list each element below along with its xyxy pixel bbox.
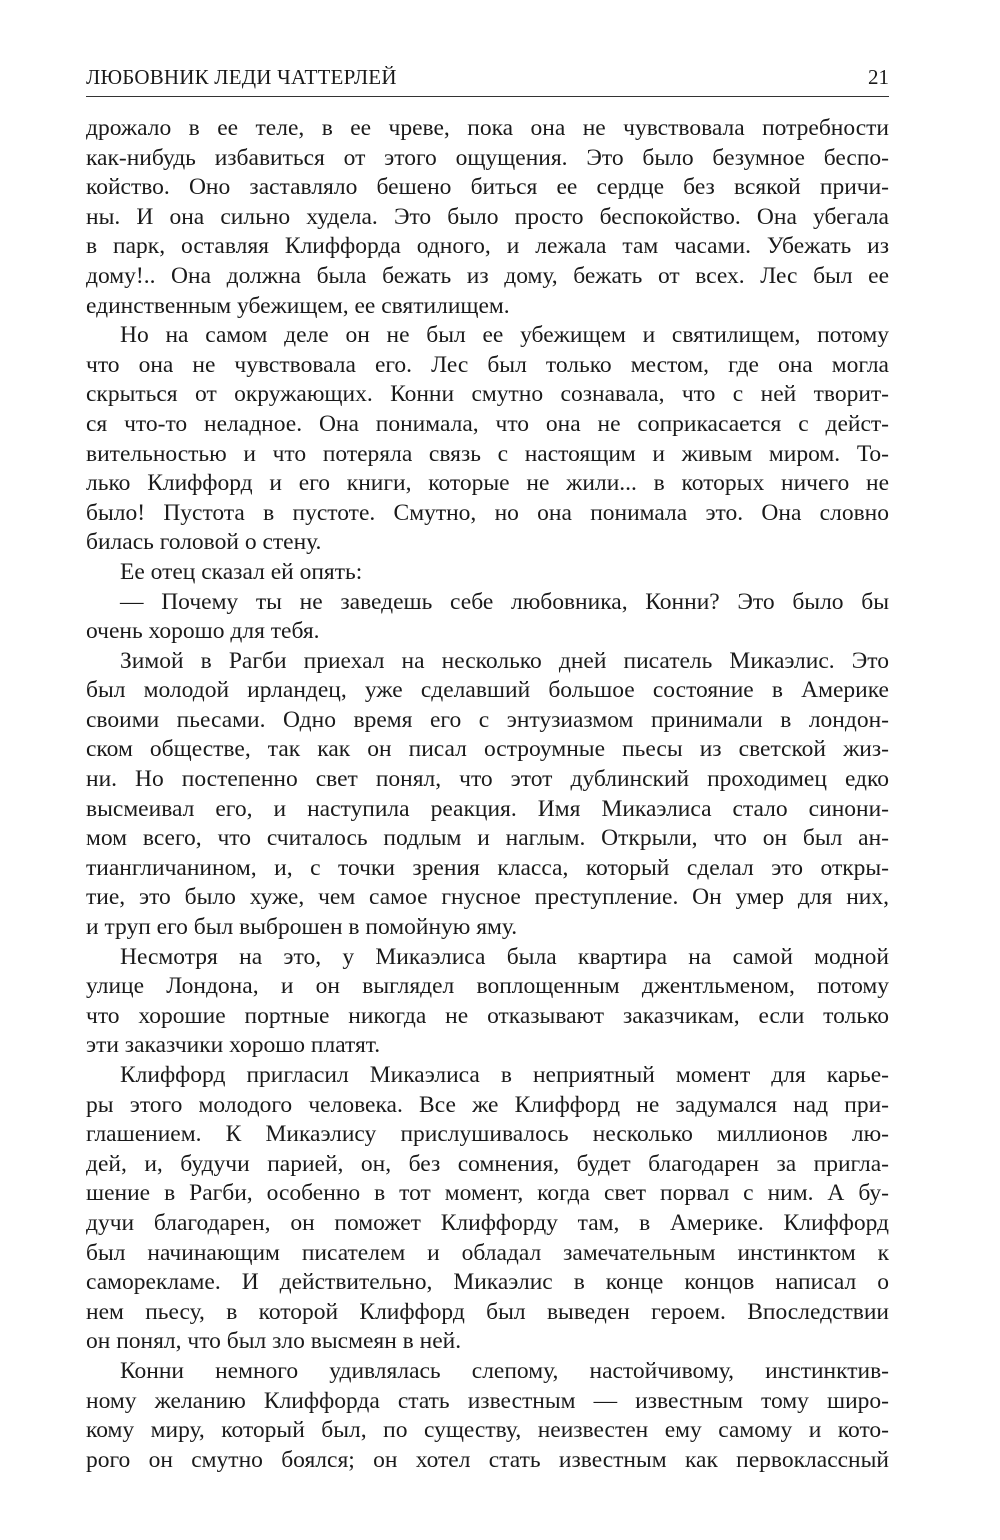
text-line: очень хорошо для тебя. — [86, 618, 320, 645]
text-line: Клиффорд пригласил Микаэлиса в неприятный момент для карье- — [120, 1062, 889, 1088]
text-line: рого он смутно боялся; он хотел стать известным как первоклассный — [86, 1446, 889, 1473]
text-line: нем пьесу, в которой Клиффорд был выведен героем. Впоследствии — [86, 1298, 889, 1325]
text-line: саморекламе. И действительно, Микаэлис в конце концов написал о — [86, 1269, 889, 1296]
paragraph — [86, 1061, 889, 1357]
text-line: скрыться от окружающих. Конни смутно сознавала, что с ней творит- — [86, 381, 889, 408]
text-line: ся что-то неладное. Она понимала, что она не соприкасается с дейст- — [86, 410, 889, 437]
paragraph — [86, 114, 889, 321]
text-line: ны. И она сильно худела. Это было просто беспокойство. Она убегала — [86, 203, 889, 230]
paragraph — [86, 943, 889, 1061]
text-line: мом всего, что считалось подлым и наглым. Открыли, что он был ан- — [86, 825, 889, 852]
text-line: шение в Рагби, особенно в тот момент, когда свет порвал с ним. А бу- — [86, 1180, 889, 1207]
text-line: койство. Оно заставляло бешено биться ее сердце без всякой причи- — [86, 174, 889, 201]
paragraph — [86, 588, 889, 647]
text-line: и труп его был выброшен в помойную яму. — [86, 914, 518, 941]
page-number: 21 — [868, 65, 889, 89]
text-line: эти заказчики хорошо платят. — [86, 1032, 381, 1059]
paragraph — [86, 558, 889, 588]
text-line: высмеивал его, и наступила реакция. Имя Микаэлиса стало синони- — [86, 795, 889, 822]
text-line: — Почему ты не заведешь себе любовника, Конни? Это было бы — [120, 588, 889, 615]
text-line: билась головой о стену. — [86, 529, 322, 556]
text-line: в парк, оставляя Клиффорда одного, и лежала там часами. Убежать из — [86, 233, 889, 260]
text-line: был молодой ирландец, уже сделавший большое состояние в Америке — [86, 677, 889, 704]
paragraph — [86, 321, 889, 558]
text-line: своими пьесами. Одно время его с энтузиазмом принимали в лондон- — [86, 706, 889, 733]
running-header — [86, 62, 889, 97]
text-line: ному желанию Клиффорда стать известным — известным тому широ- — [86, 1387, 889, 1414]
paragraph — [86, 647, 889, 943]
text-line: улице Лондона, и он выглядел воплощенным джентльменом, потому — [86, 973, 889, 1000]
text-line: Конни немного удивлялась слепому, настойчивому, инстинктив- — [120, 1357, 889, 1384]
text-line: ни. Но постепенно свет понял, что этот дублинский проходимец едко — [86, 766, 889, 793]
text-line: вительностью и что потеряла связь с настоящим и живым миром. То- — [86, 440, 889, 467]
text-line: было! Пустота в пустоте. Смутно, но она понимала это. Она словно — [86, 499, 889, 526]
text-line: тие, это было хуже, чем самое гнусное преступление. Он умер для них, — [86, 884, 889, 911]
body-text — [86, 114, 889, 1475]
text-line: Но на самом деле он не был ее убежищем и святилищем, потому — [120, 322, 889, 349]
text-line: Несмотря на это, у Микаэлиса была квартира на самой модной — [120, 943, 889, 970]
running-title: ЛЮБОВНИК ЛЕДИ ЧАТТЕРЛЕЙ — [86, 65, 397, 89]
text-line: Зимой в Рагби приехал на несколько дней писатель Микаэлис. Это — [120, 647, 889, 674]
text-line: Ее отец сказал ей опять: — [120, 558, 363, 585]
text-line: дрожало в ее теле, в ее чреве, пока она не чувствовала потребности — [86, 115, 889, 141]
text-line: глашением. К Микаэлису прислушивалось несколько миллионов лю- — [86, 1121, 889, 1148]
text-line: кому миру, который был, по существу, неизвестен ему самому и кото- — [86, 1417, 889, 1444]
text-line: дей, и, будучи парией, он, без сомнения, будет благодарен за пригла- — [86, 1150, 889, 1177]
text-line: единственным убежищем, ее святилищем. — [86, 292, 510, 319]
text-line: что хорошие портные никогда не отказывают заказчикам, если только — [86, 1002, 889, 1029]
text-line: ском обществе, так как он писал остроумные пьесы из светской жиз- — [86, 736, 889, 763]
text-line: дому!.. Она должна была бежать из дому, бежать от всех. Лес был ее — [86, 262, 889, 289]
text-line: что она не чувствовала его. Лес был только местом, где она могла — [86, 351, 889, 378]
text-line: был начинающим писателем и обладал замечательным инстинктом к — [86, 1239, 889, 1266]
text-line: дучи благодарен, он поможет Клиффорду там, в Америке. Клиффорд — [86, 1209, 889, 1236]
text-line: как-нибудь избавиться от этого ощущения. Это было безумное беспо- — [86, 144, 889, 171]
text-line: он понял, что был зло высмеян в ней. — [86, 1328, 462, 1355]
text-line: ры этого молодого человека. Все же Клиффорд не задумался над при- — [86, 1091, 889, 1118]
paragraph — [86, 1357, 889, 1475]
text-line: лько Клиффорд и его книги, которые не жили... в которых ничего не — [86, 470, 889, 497]
text-line: тиангличанином, и, с точки зрения класса, который сделал это откры- — [86, 854, 889, 881]
